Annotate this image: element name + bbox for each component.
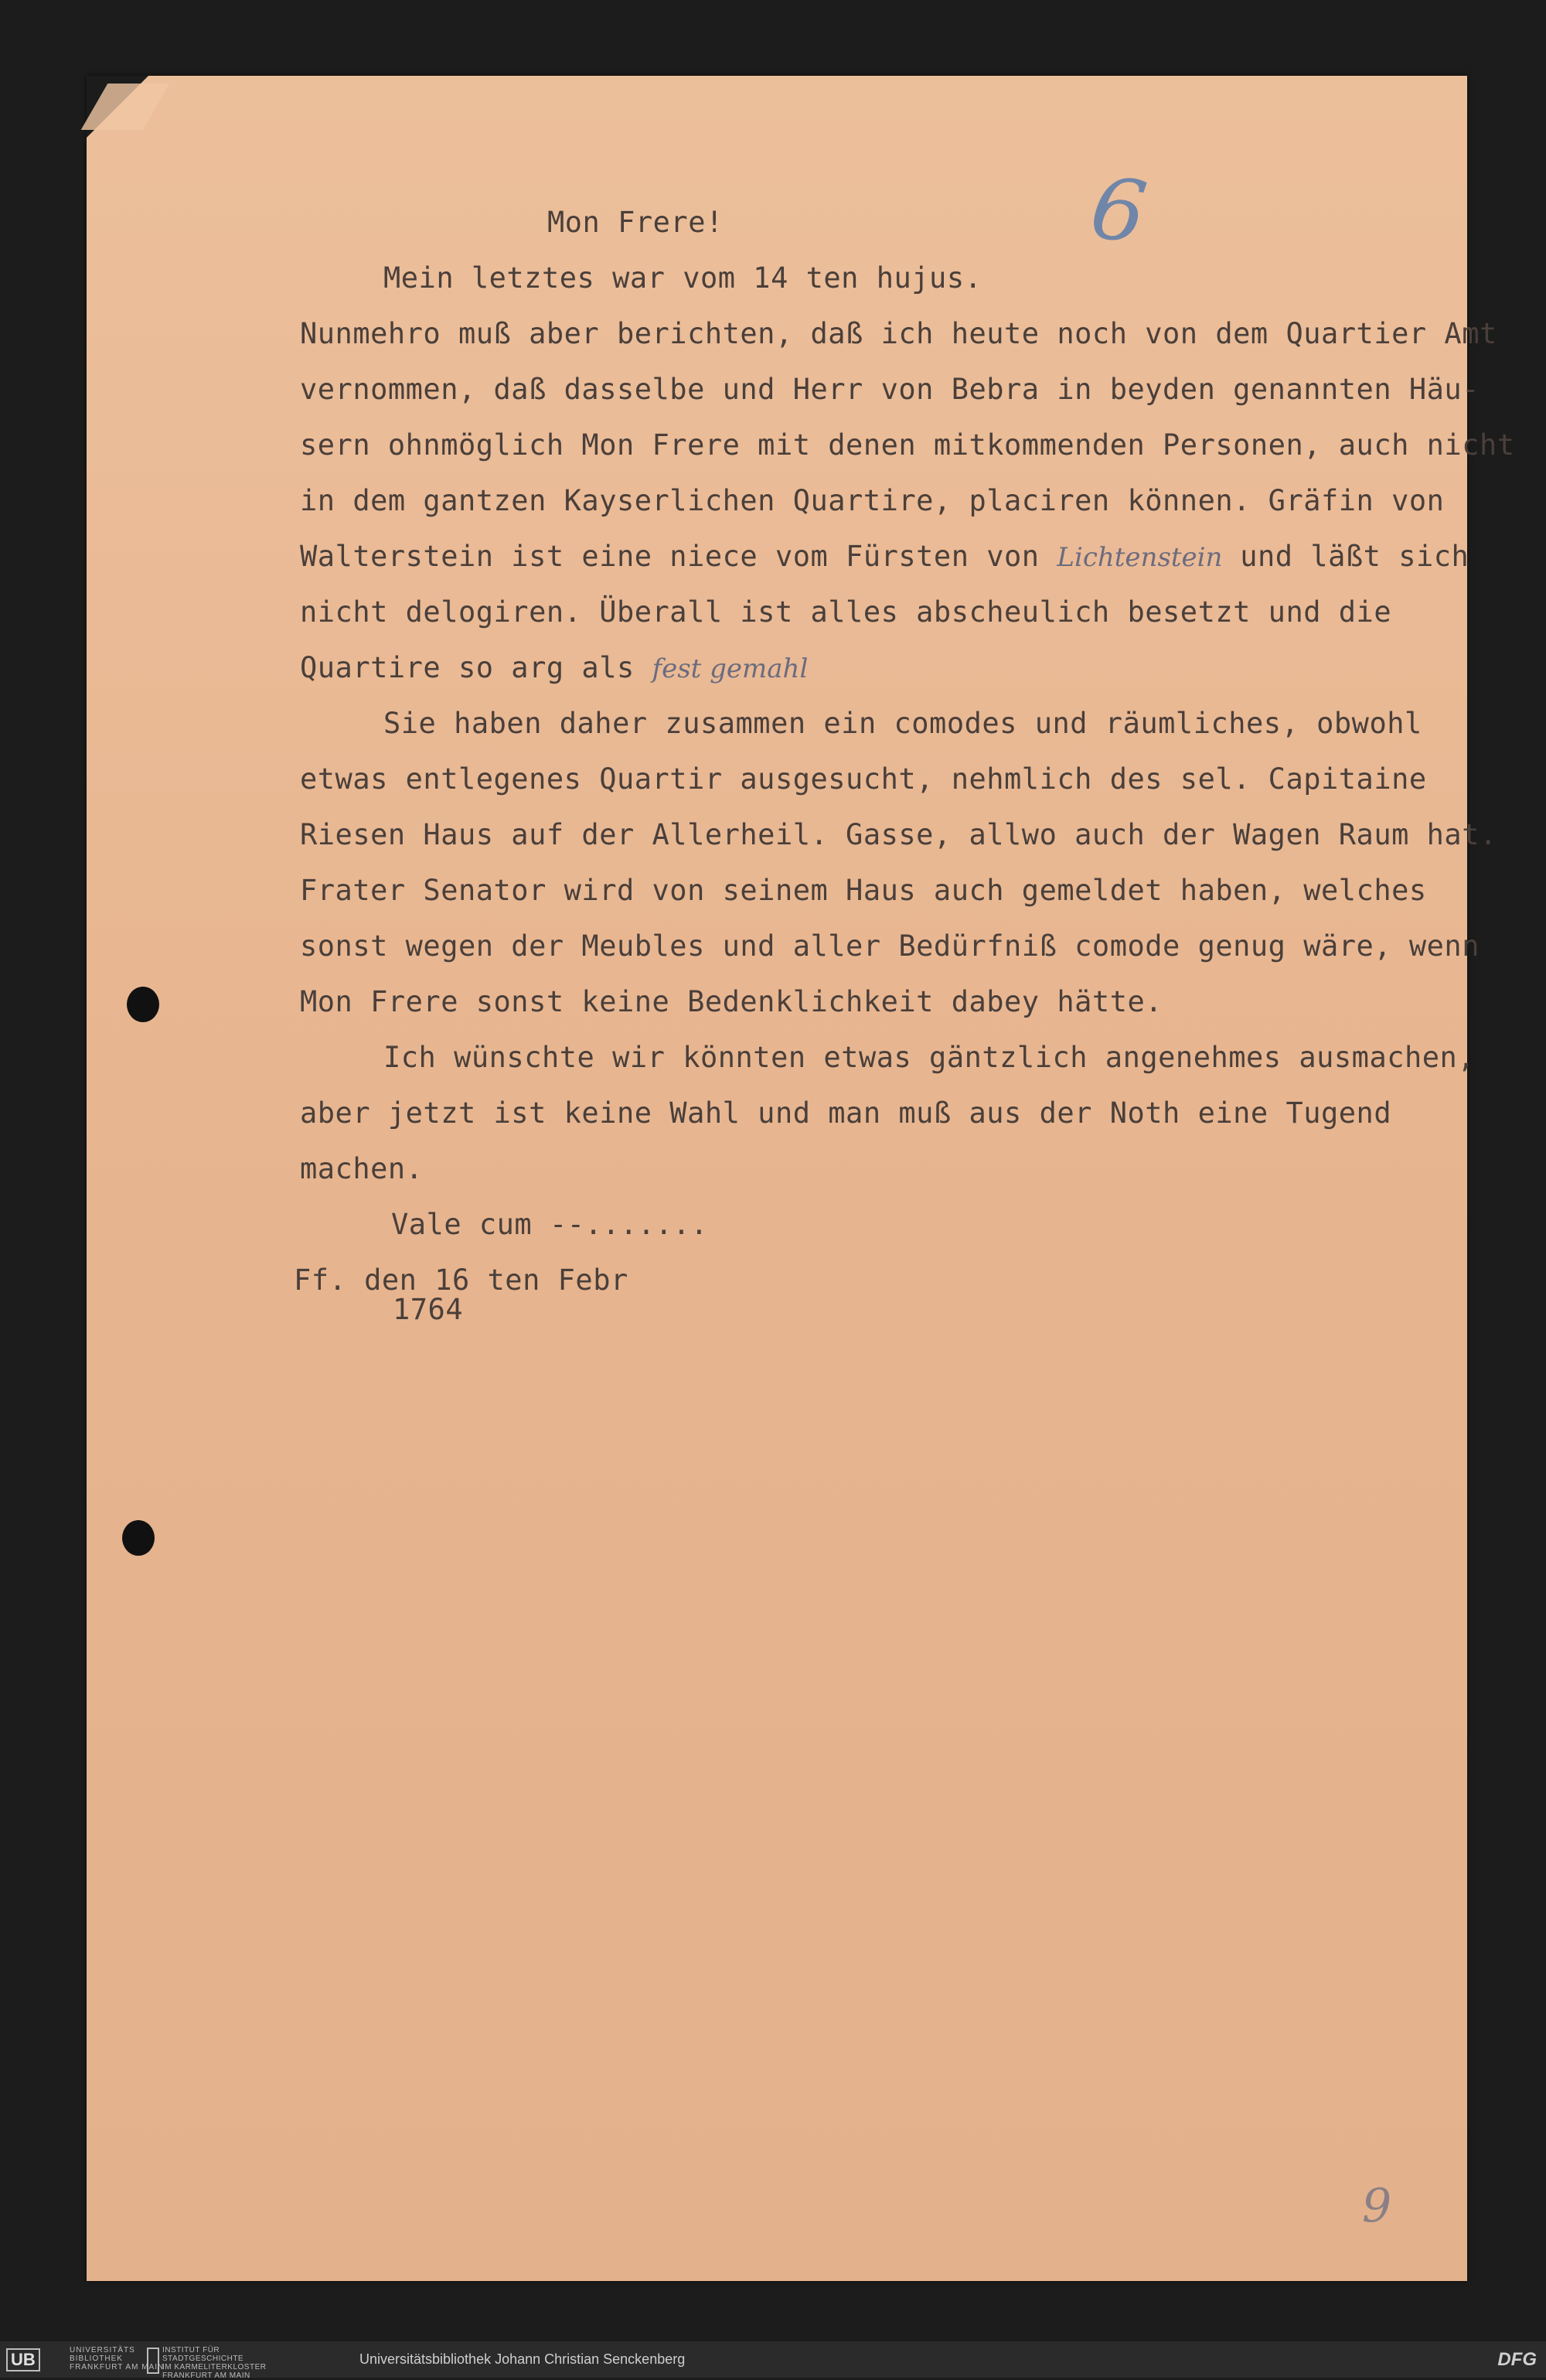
text-line: etwas entlegenes Quartir ausgesucht, nehmlich des sel. Capitaine xyxy=(300,762,1427,796)
text-line: aber jetzt ist keine Wahl und man muß aus der Noth eine Tugend xyxy=(300,1096,1392,1130)
text-line: sern ohnmöglich Mon Frere mit denen mitkommenden Personen, auch nicht xyxy=(300,428,1515,462)
isg-logo-text xyxy=(162,2346,266,2380)
punch-hole xyxy=(122,1520,155,1556)
dfg-logo: DFG xyxy=(1497,2349,1537,2370)
footer-bar xyxy=(0,2341,1546,2378)
closing: Vale cum --....... xyxy=(391,1208,708,1241)
text-line: Sie haben daher zusammen ein comodes und räumliches, obwohl xyxy=(383,707,1422,740)
ub-line: FRANKFURT AM MAIN xyxy=(70,2363,165,2371)
text-line: Mon Frere sonst keine Bedenklichkeit dabey hätte. xyxy=(300,985,1163,1018)
text-line: Walterstein ist eine niece vom Fürsten von Lichtenstein und läßt sich xyxy=(300,540,1469,573)
salutation: Mon Frere! xyxy=(547,206,724,239)
isg-line: FRANKFURT AM MAIN xyxy=(162,2371,250,2380)
footer-credit: Universitätsbibliothek Johann Christian Senckenberg xyxy=(359,2351,686,2367)
text-line: nicht delogiren. Überall ist alles abscheulich besetzt und die xyxy=(300,595,1392,629)
isg-line: INSTITUT FÜR xyxy=(162,2346,220,2354)
date-line: Ff. den 16 ten Febr xyxy=(294,1263,628,1297)
text-line: Nunmehro muß aber berichten, daß ich heute noch von dem Quartier Amt xyxy=(300,317,1497,350)
archive-number: 9 xyxy=(1362,2179,1392,2233)
folio-mark: 6 xyxy=(1085,157,1153,264)
text-line: machen. xyxy=(300,1152,424,1185)
ub-line: UNIVERSITÄTS xyxy=(70,2346,135,2354)
handwritten-phrase: fest gemahl xyxy=(652,653,809,684)
text-line: Mein letztes war vom 14 ten hujus. xyxy=(383,261,982,295)
isg-line: STADTGESCHICHTE xyxy=(162,2354,244,2363)
ub-logo: UB xyxy=(6,2348,40,2371)
text-line: in dem gantzen Kayserlichen Quartire, placiren können. Gräfin von xyxy=(300,484,1445,517)
isg-line: IM KARMELITERKLOSTER xyxy=(162,2363,267,2371)
text-line: sonst wegen der Meubles und aller Bedürfniß comode genug wäre, wenn xyxy=(300,929,1480,963)
text-line: Quartire so arg als fest gemahl xyxy=(300,651,809,684)
year-line: 1764 xyxy=(393,1293,464,1326)
document-page xyxy=(87,76,1515,2281)
text-line: Riesen Haus auf der Allerheil. Gasse, allwo auch der Wagen Raum hat. xyxy=(300,818,1497,851)
ub-line: BIBLIOTHEK xyxy=(70,2354,123,2363)
isg-icon xyxy=(147,2348,159,2374)
text-line: Ich wünschte wir könnten etwas gäntzlich angenehmes ausmachen, xyxy=(383,1041,1476,1074)
punch-hole xyxy=(127,987,159,1022)
text-line: Frater Senator wird von seinem Haus auch gemeldet haben, welches xyxy=(300,874,1427,907)
text-line: vernommen, daß dasselbe und Herr von Bebra in beyden genannten Häu- xyxy=(300,373,1480,406)
handwritten-name: Lichtenstein xyxy=(1057,542,1223,573)
